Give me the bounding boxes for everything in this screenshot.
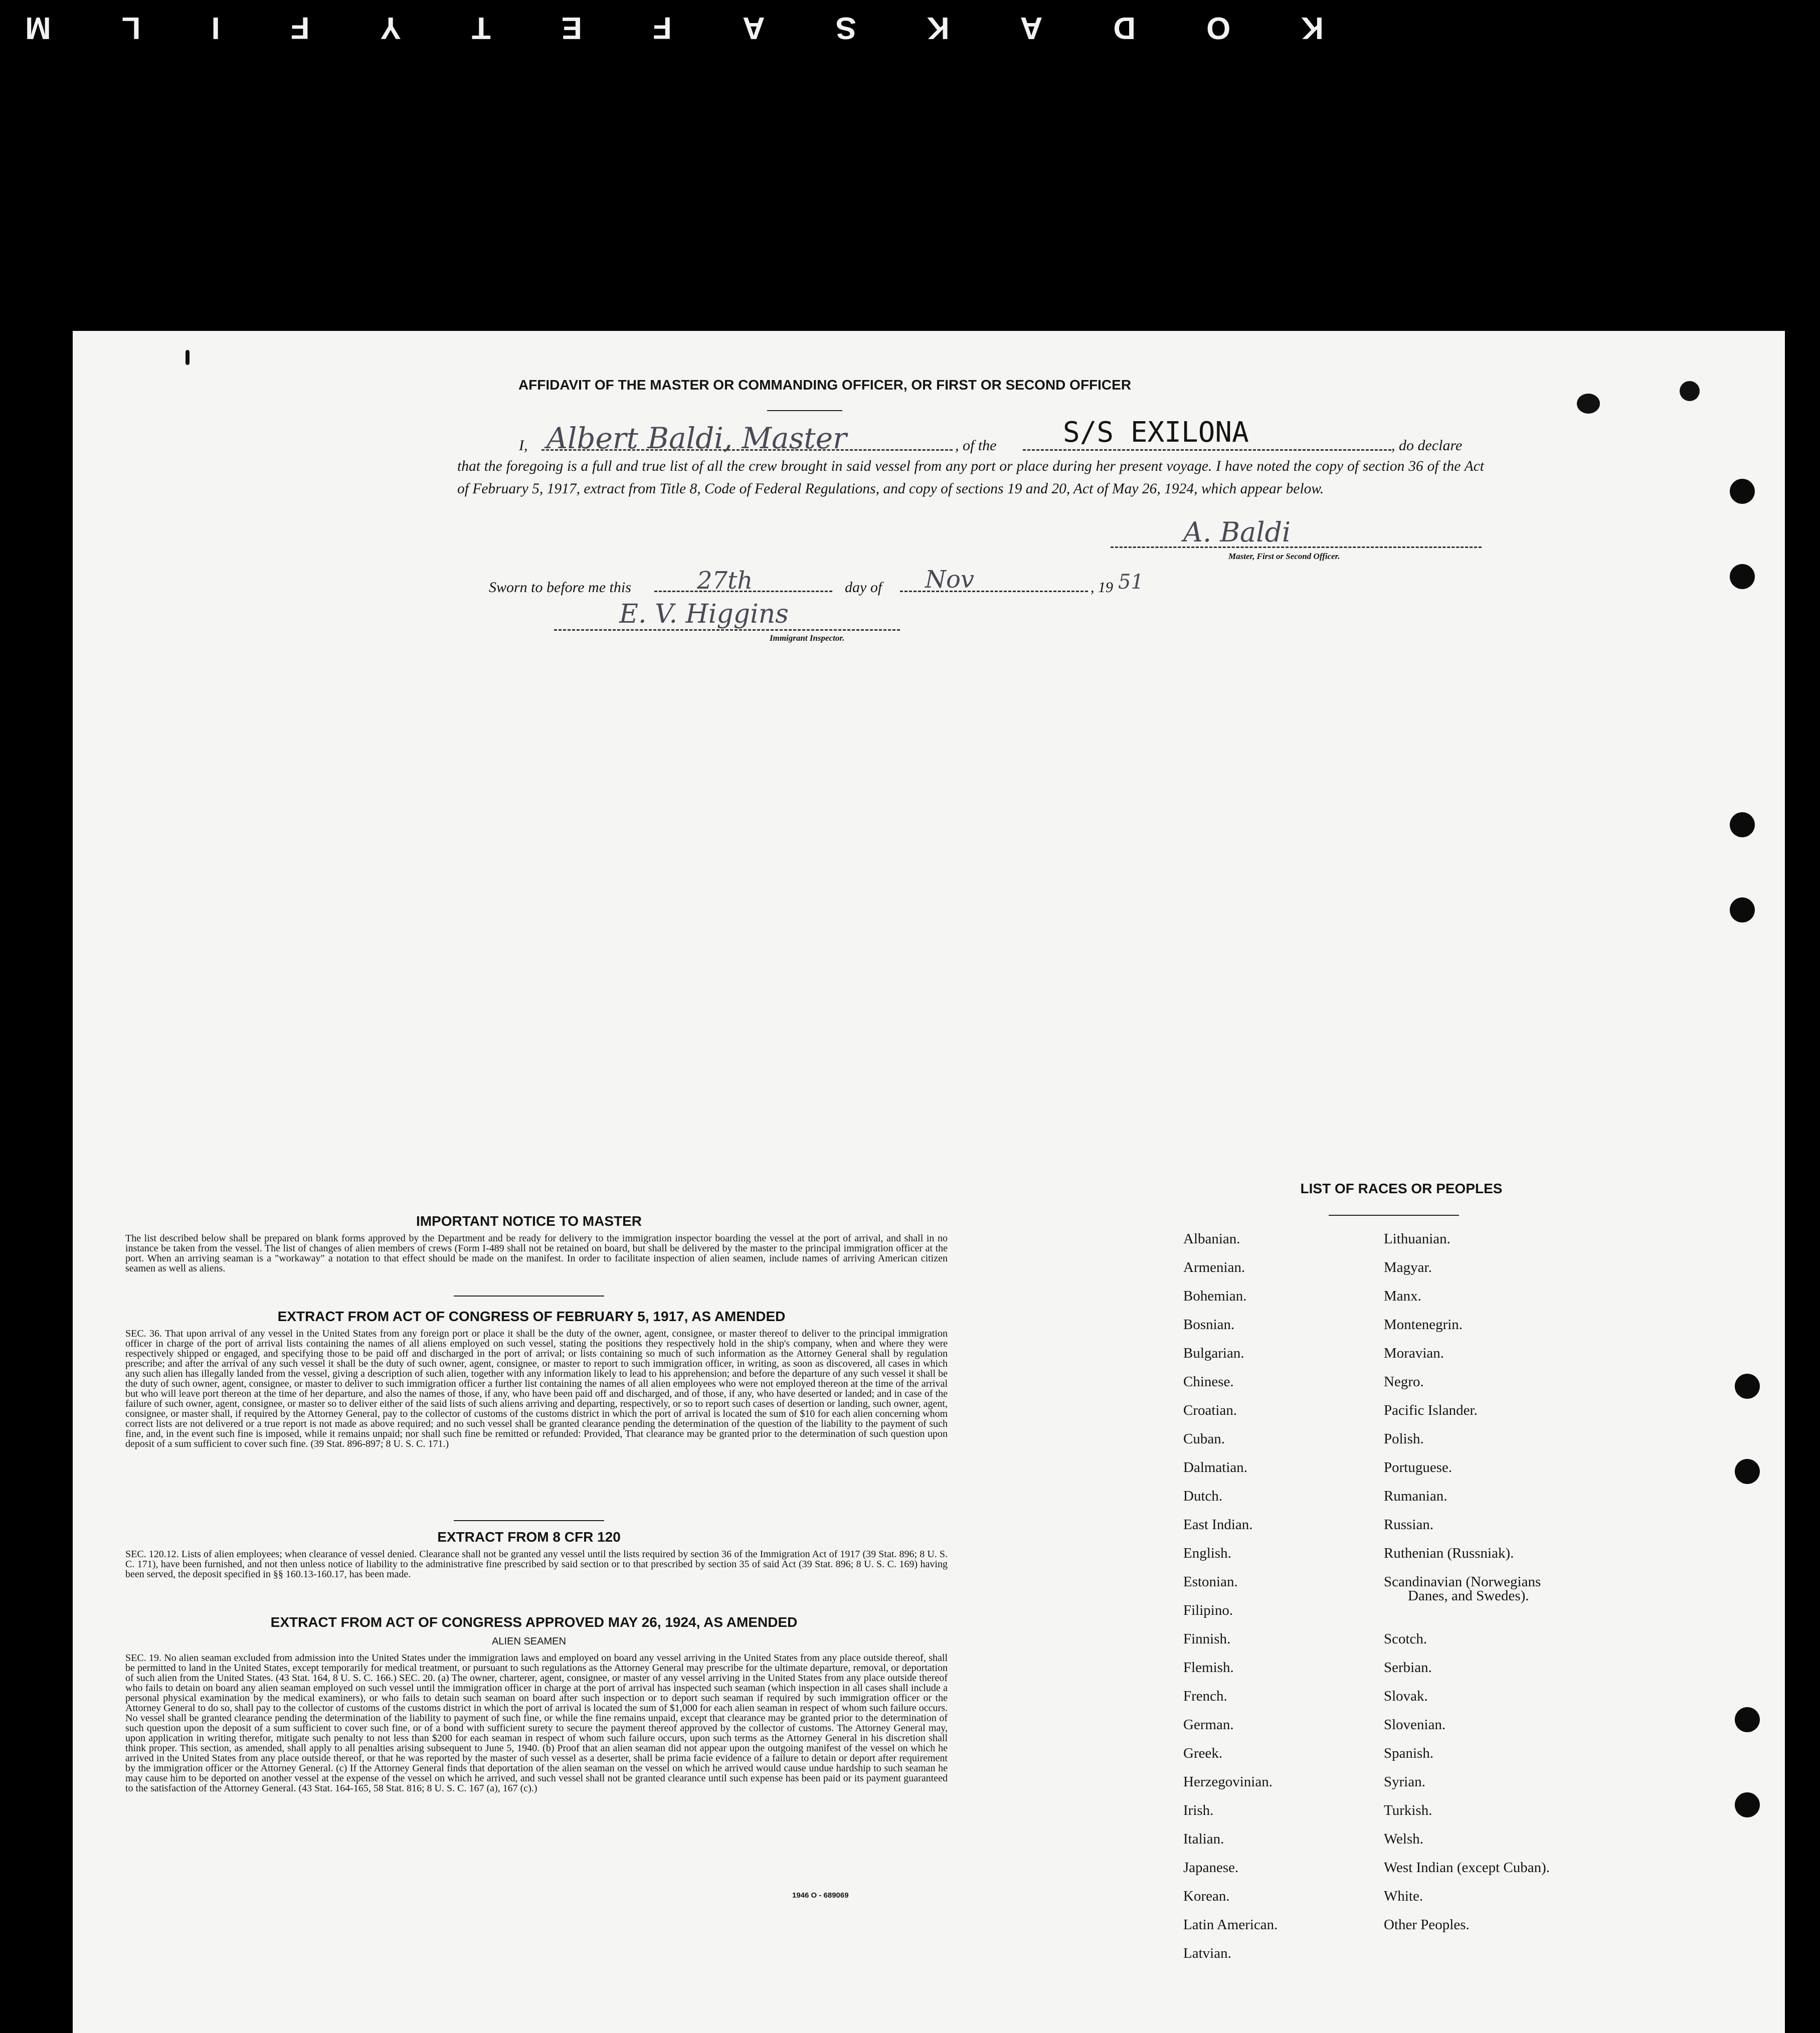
master-signature: A. Baldi	[1183, 516, 1291, 548]
race-item: Polish.	[1384, 1431, 1424, 1447]
punch-hole	[1735, 1374, 1760, 1399]
race-item: Moravian.	[1384, 1345, 1444, 1361]
divider	[454, 1520, 604, 1521]
race-item: White.	[1384, 1888, 1423, 1904]
ink-spot	[1577, 394, 1600, 414]
race-item: French.	[1183, 1688, 1227, 1704]
ink-spot	[186, 350, 190, 365]
year-prefix: , 19	[1090, 579, 1113, 596]
race-item: Scandinavian (Norwegians	[1384, 1574, 1541, 1590]
film-letter: M	[20, 11, 51, 45]
punch-hole	[1730, 564, 1755, 589]
race-item: Croatian.	[1183, 1402, 1237, 1418]
punch-hole	[1735, 1459, 1760, 1484]
race-item: Korean.	[1183, 1888, 1230, 1904]
notice-title: IMPORTANT NOTICE TO MASTER	[416, 1213, 642, 1229]
year-handwritten: 51	[1118, 571, 1144, 594]
race-item: Negro.	[1384, 1374, 1424, 1390]
race-item: Latvian.	[1183, 1945, 1231, 1961]
inspector-caption: Immigrant Inspector.	[770, 633, 845, 643]
ink-spot	[1680, 381, 1700, 401]
affidavit-body: that the foregoing is a full and true list of all the crew brought in said vessel from any port or place during her present voyage. I have noted the copy of section 36 of the Act of February 5, 1917, extract from Title 8, Code of Federal Regulations, and copy of sections 19 and 20, Act of May 26, 1924, which appear below.	[457, 458, 1484, 497]
race-item: Estonian.	[1183, 1574, 1238, 1590]
film-letter: T	[466, 11, 491, 45]
film-letter: O	[1201, 11, 1231, 45]
race-item: Dalmatian.	[1183, 1459, 1248, 1475]
film-letter: E	[556, 11, 582, 45]
race-item: Flemish.	[1183, 1659, 1234, 1676]
race-item: Japanese.	[1183, 1860, 1239, 1876]
extract2-title: EXTRACT FROM 8 CFR 120	[437, 1529, 621, 1545]
race-item: Syrian.	[1384, 1774, 1425, 1790]
race-item: Bohemian.	[1183, 1288, 1247, 1304]
declarant-label: I,	[519, 437, 528, 454]
races-title-underline	[1329, 1215, 1459, 1216]
race-item: German.	[1183, 1717, 1234, 1733]
race-item: Chinese.	[1183, 1374, 1234, 1390]
title-underline	[767, 410, 842, 411]
film-edge-text	[20, 10, 1324, 46]
month-handwritten: Nov	[925, 566, 975, 594]
race-item: Ruthenian (Russniak).	[1384, 1545, 1514, 1561]
document-page	[73, 331, 1785, 2033]
race-item: English.	[1183, 1545, 1231, 1561]
races-title: LIST OF RACES OR PEOPLES	[1300, 1181, 1503, 1196]
race-item: Bosnian.	[1183, 1317, 1235, 1333]
race-item: Danes, and Swedes).	[1408, 1588, 1529, 1604]
inspector-line	[554, 629, 900, 631]
race-item: West Indian (except Cuban).	[1384, 1860, 1550, 1876]
race-item: Spanish.	[1384, 1745, 1434, 1761]
race-item: East Indian.	[1183, 1517, 1253, 1533]
notice-body: The list described below shall be prepared on blank forms approved by the Department and be ready for delivery to the immigration inspector boarding the vessel at the port of arrival, and shall in no instance be taken from the vessel. The list of changes of alien members of crews (Form I-489 shall not be retained on board, but shall be delivered by the master to the principal immigration officer at the port. When an arriving seaman is a "workaway" a notation to that effect should be made on the manifest. In order to facilitate inspection of alien seamen, include names of arriving American citizen seamen as well as aliens.	[125, 1233, 948, 1274]
signature-line	[1111, 546, 1482, 548]
extract1-body: SEC. 36. That upon arrival of any vessel in the United States from any foreign port or place it shall be the duty of the owner, agent, consignee, or master thereof to deliver to the principal immigration officer in charge of the port of arrival lists containing the names of all aliens employed on such vessel, stating the positions they respectively hold in the ship's company, when and where they were respectively shipped or engaged, and specifying those to be paid off and discharged in the port of arrival; or lists containing so much of such information as the Attorney General shall by regulation prescribe; and after the arrival of any such vessel it shall be the duty of such owner, agent, consignee, or master to report to such immigration officer, in writing, as soon as discovered, all cases in which any such alien has illegally landed from the vessel, giving a description of such alien, together with any information likely to lead to his apprehension; and before the departure of any such vessel it shall be the duty of such owner, agent, consignee, or master to deliver to such immigration officer a further list containing the names of all alien employees who were not employed thereon at the time of the arrival but who will leave port thereon at the time of her departure, and also the names of those, if any, who have been paid off and discharged, and of those, if any, who have deserted or landed; and in case of the failure of such owner, agent, consignee, or master so to deliver either of the said lists of such aliens arriving and departing, respectively, or so to report such cases of desertion or landing, such owner, agent, consignee, or master shall, if required by the Attorney General, pay to the collector of customs of the customs district in which the port of arrival is located the sum of $10 for each alien concerning whom correct lists are not delivered or a true report is not made as above required; and no such vessel shall be granted clearance pending the determination of the question of the liability to the payment of such fine, and, in the event such fine is imposed, while it remains unpaid; nor shall such fine be remitted or refunded: Provided, That clearance may be granted prior to the determination of such question upon deposit of a sum sufficient to cover such fine. (39 Stat. 896-897; 8 U. S. C. 171.)	[125, 1328, 948, 1449]
race-item: Slovenian.	[1384, 1717, 1446, 1733]
film-letter: A	[737, 11, 765, 45]
race-item: Slovak.	[1384, 1688, 1428, 1704]
day-of-label: day of	[845, 579, 882, 596]
race-item: Montenegrin.	[1384, 1317, 1463, 1333]
race-item: Welsh.	[1384, 1831, 1424, 1847]
film-letter: L	[116, 11, 141, 45]
divider	[454, 1296, 604, 1297]
race-item: Other Peoples.	[1384, 1917, 1470, 1933]
race-item: Italian.	[1183, 1831, 1224, 1847]
film-letter: D	[1108, 11, 1136, 45]
race-item: Herzegovinian.	[1183, 1774, 1272, 1790]
day-handwritten: 27th	[697, 567, 753, 595]
race-item: Armenian.	[1183, 1259, 1245, 1275]
vessel-name: S/S EXILONA	[1063, 416, 1249, 449]
affidavit-title: AFFIDAVIT OF THE MASTER OR COMMANDING OFFICER, OR FIRST OR SECOND OFFICER	[518, 377, 1132, 393]
extract3-body: SEC. 19. No alien seaman excluded from admission into the United States under the immigration laws and employed on board any vessel arriving in the United States from any place outside thereof, shall be permitted to land in the United States, except temporarily for medical treatment, or pursuant to such regulations as the Attorney General may prescribe for the ultimate departure, removal, or deportation of such alien from the United States. (43 Stat. 164, 8 U. S. C. 166.) SEC. 20. (a) The owner, charterer, agent, consignee, or master of any vessel arriving in the United States from any place outside thereof who fails to detain on board any alien seaman employed on such vessel until the immigration officer in charge at the port of arrival has inspected such seaman (which inspection in all cases shall include a personal physical examination by the medical examiners), or who fails to detain such seaman on board after such inspection or to deport such seaman if required by such immigration officer or the Attorney General to do so, shall pay to the collector of customs of the customs district in which the port of arrival is located the sum of $1,000 for each alien seaman in respect of whom such failure occurs. No vessel shall be granted clearance pending the determination of the liability to payment of such fine, or while the fine remains unpaid, except that clearance may be granted prior to the determination of such question upon the deposit of a sum sufficient to cover such fine, or of a bond with sufficient surety to secure the payment thereof approved by the collector of customs. The Attorney General may, upon application in writing therefor, mitigate such penalty to not less than $200 for each seaman in respect of whom such failure occurs, upon such terms as the Attorney General in his discretion shall think proper. This section, as amended, shall apply to all penalties arising subsequent to June 5, 1940. (b) Proof that an alien seaman did not appear upon the outgoing manifest of the vessel on which he arrived in the United States from any place outside thereof, or that he was reported by the master of such vessel as a deserter, shall be prima facie evidence of a failure to detain or deport after requirement by the immigration officer or the Attorney General. (c) If the Attorney General finds that deportation of the alien seaman on the vessel on which he arrived would cause undue hardship to such seaman he may cause him to be deported on another vessel at the expense of the vessel on which he arrived, and such vessel shall not be granted clearance until such expense has been paid or its payment guaranteed to the satisfaction of the Attorney General. (43 Stat. 164-165, 58 Stat. 816; 8 U. S. C. 167 (a), 167 (c).)	[125, 1652, 948, 1794]
inspector-signature: E. V. Higgins	[619, 599, 789, 629]
signature-caption: Master, First or Second Officer.	[1228, 551, 1340, 561]
extract3-title: EXTRACT FROM ACT OF CONGRESS APPROVED MAY 26, 1924, AS AMENDED	[270, 1614, 798, 1630]
master-name-handwritten: Albert Baldi, Master	[547, 421, 847, 455]
extract1-title: EXTRACT FROM ACT OF CONGRESS OF FEBRUARY 5, 1917, AS AMENDED	[277, 1309, 786, 1324]
race-item: Rumanian.	[1384, 1488, 1447, 1504]
extract3-subtitle: ALIEN SEAMEN	[492, 1636, 566, 1647]
race-item: Portuguese.	[1384, 1459, 1452, 1475]
punch-hole	[1730, 479, 1755, 504]
film-edge	[0, 0, 1820, 331]
do-declare-label: , do declare	[1391, 437, 1463, 454]
punch-hole	[1735, 1707, 1760, 1732]
race-item: Dutch.	[1183, 1488, 1223, 1504]
race-item: Lithuanian.	[1384, 1231, 1450, 1247]
race-item: Magyar.	[1384, 1259, 1432, 1275]
punch-hole	[1735, 1792, 1760, 1817]
race-item: Scotch.	[1384, 1631, 1427, 1647]
film-letter: K	[922, 11, 950, 45]
film-letter: I	[206, 11, 220, 45]
extract2-body: SEC. 120.12. Lists of alien employees; when clearance of vessel denied. Clearance shall not be granted any vessel until the lists required by section 36 of the Immigration Act of 1917 (39 Stat. 896; 8 U. S. C. 171), have been furnished, and not then unless notice of liability to the administrative fine prescribed by said section or to that prescribed by section 35 of said Act (39 Stat. 896; 8 U. S. C. 169) having been served, the deposit specified in §§ 160.13-160.17, has been made.	[125, 1549, 948, 1580]
race-item: Cuban.	[1183, 1431, 1225, 1447]
race-item: Manx.	[1384, 1288, 1421, 1304]
vessel-line	[1023, 449, 1391, 451]
film-letter: F	[647, 11, 672, 45]
print-code: 1946 O - 689069	[792, 1891, 849, 1900]
race-item: Finnish.	[1183, 1631, 1231, 1647]
race-item: Irish.	[1183, 1802, 1214, 1818]
punch-hole	[1730, 812, 1755, 837]
race-item: Bulgarian.	[1183, 1345, 1244, 1361]
film-letter: A	[1015, 11, 1043, 45]
race-item: Albanian.	[1183, 1231, 1240, 1247]
punch-hole	[1730, 897, 1755, 922]
race-item: Latin American.	[1183, 1917, 1278, 1933]
film-letter: S	[830, 11, 856, 45]
race-item: Greek.	[1183, 1745, 1223, 1761]
race-item: Serbian.	[1384, 1659, 1432, 1676]
race-item: Turkish.	[1384, 1802, 1432, 1818]
of-the-label: , of the	[955, 437, 997, 454]
race-item: Russian.	[1384, 1517, 1434, 1533]
film-letter: F	[285, 11, 310, 45]
race-item: Filipino.	[1183, 1602, 1233, 1618]
race-item: Pacific Islander.	[1384, 1402, 1478, 1418]
sworn-label: Sworn to before me this	[489, 579, 631, 596]
film-letter: K	[1296, 11, 1324, 45]
film-letter: Y	[375, 11, 401, 45]
